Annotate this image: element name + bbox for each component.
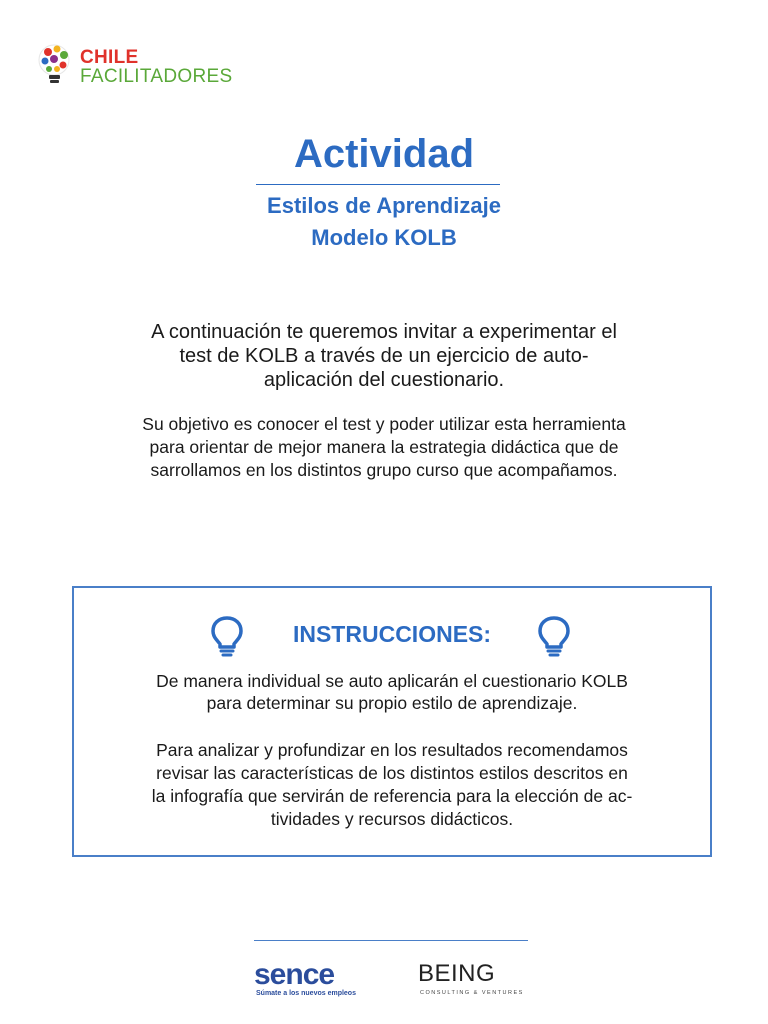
sence-tagline: Súmate a los nuevos empleos xyxy=(256,990,356,997)
objective-paragraph xyxy=(60,413,708,482)
subtitle-line-1: Estilos de Aprendizaje xyxy=(267,193,501,218)
instructions-p2-line-1: Para analizar y profundizar en los resultados recomendamos xyxy=(156,740,628,760)
being-wordmark: BEING xyxy=(418,960,496,987)
instructions-paragraph-1 xyxy=(84,670,700,714)
logo-text-chile: CHILE xyxy=(80,47,139,68)
lightbulb-icon xyxy=(534,614,574,658)
intro-line-2: test de KOLB a través de un ejercicio de auto- xyxy=(179,345,589,367)
footer-divider xyxy=(254,940,528,941)
objective-line-1: Su objetivo es conocer el test y poder utilizar esta herramienta xyxy=(142,414,626,434)
title-divider xyxy=(256,184,500,185)
sence-wordmark: sence xyxy=(254,958,335,991)
instructions-header xyxy=(74,614,710,654)
instructions-title: INSTRUCCIONES: xyxy=(292,621,492,647)
sence-logo xyxy=(254,958,366,1004)
instructions-p2-line-3: la infografía que servirán de referencia para la elección de ac- xyxy=(151,786,633,806)
instructions-box xyxy=(72,586,712,857)
being-tagline: CONSULTING & VENTURES xyxy=(420,990,524,996)
page-title: Actividad xyxy=(293,132,475,176)
instructions-p1-line-2: para determinar su propio estilo de aprendizaje. xyxy=(206,693,578,713)
intro-line-1: A continuación te queremos invitar a experimentar el xyxy=(151,321,617,343)
intro-line-3: aplicación del cuestionario. xyxy=(263,369,505,391)
chile-facilitadores-logo xyxy=(36,40,276,96)
subtitle-line-2: Modelo KOLB xyxy=(311,225,457,250)
instructions-p2-line-2: revisar las características de los distintos estilos descritos en xyxy=(156,763,628,783)
objective-line-2: para orientar de mejor manera la estrategia didáctica que de xyxy=(149,437,619,457)
instructions-paragraph-2 xyxy=(84,739,700,831)
being-logo xyxy=(418,960,524,1000)
logo-text-facilitadores: FACILITADORES xyxy=(80,66,233,87)
instructions-p2-line-4: tividades y recursos didácticos. xyxy=(270,809,514,829)
intro-paragraph xyxy=(60,320,708,392)
objective-line-3: sarrollamos en los distintos grupo curso que acompañamos. xyxy=(150,460,618,480)
instructions-p1-line-1: De manera individual se auto aplicarán el cuestionario KOLB xyxy=(156,671,628,691)
lightbulb-logo-icon xyxy=(36,40,80,96)
